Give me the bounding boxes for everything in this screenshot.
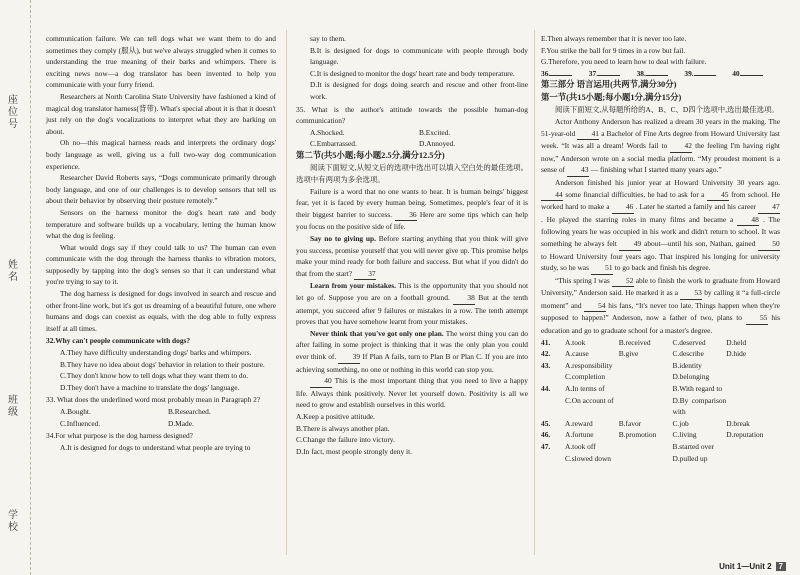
blank-37[interactable]: 37 — [354, 268, 376, 281]
question-number: 47. — [541, 442, 551, 451]
question-number: 42. — [541, 349, 551, 359]
answer-row — [541, 395, 780, 418]
question-number: 46. — [541, 430, 551, 440]
answer-row — [541, 383, 780, 395]
blank-38[interactable]: 38 — [453, 292, 475, 305]
section-heading: 第二节(共5小题;每小题2.5分,满分12.5分) — [296, 150, 445, 160]
answer-option[interactable]: A.cause — [565, 349, 589, 359]
answer-blank[interactable]: 38. — [637, 68, 685, 80]
answer-option[interactable] — [619, 371, 673, 383]
blank-45[interactable]: 45 — [707, 189, 729, 202]
tip-heading: Learn from your mistakes. — [310, 281, 396, 291]
options-row — [46, 418, 276, 430]
name-label: 姓名 — [8, 260, 18, 283]
class-label: 班级 — [8, 395, 18, 418]
blank-39[interactable]: 39 — [338, 351, 360, 364]
unit-range: Unit 1—Unit 2 — [719, 562, 772, 571]
answer-option[interactable]: D.reputation — [726, 430, 764, 440]
answer-option[interactable]: C.job — [672, 418, 689, 428]
choice: B.There is always another plan. — [296, 423, 390, 433]
answer-option[interactable]: B.favor — [618, 418, 642, 428]
column-divider — [534, 30, 535, 555]
paragraph: What would dogs say if they could talk to us? The human can even communicate with the dog through the harness thanks to vibration motors, supposedly by tapping into the dog's senses so that it can understand what you're trying to say to it. — [46, 242, 276, 287]
answer-option[interactable]: A.responsibility — [565, 360, 613, 370]
answer-option[interactable] — [726, 453, 780, 465]
answer-option[interactable]: C.deserved — [672, 337, 706, 347]
answer-row — [541, 441, 780, 453]
paragraph — [296, 280, 528, 327]
blank-54[interactable]: 54 — [584, 300, 606, 313]
answer-option[interactable] — [619, 360, 673, 372]
binding-margin — [0, 0, 31, 575]
answer-blank[interactable]: 37. — [589, 68, 637, 80]
paragraph: communication failure. We can tell dogs what we want them to do and sometimes they comply (服从), but we've always struggled when it comes to understanding the true meaning of their barks and whimpers. There is exciting news now—a dog translator has been invented to help you communicate with your furry friend. — [46, 34, 276, 90]
answer-option[interactable]: C.describe — [672, 349, 704, 359]
answer-option[interactable]: C.slowed down — [565, 453, 611, 463]
paragraph — [296, 233, 528, 280]
question-number — [541, 453, 565, 465]
answer-option[interactable]: D.held — [726, 337, 747, 347]
question-35: 35. What is the author's attitude towards the possible human-dog communication? — [296, 104, 528, 126]
question-number: 45. — [541, 418, 551, 428]
options-row — [296, 138, 528, 150]
question-number: 41. — [541, 337, 551, 347]
option: D.It is designed for dogs doing search and rescue and other front-line work. — [310, 80, 528, 101]
text: But at the tenth attempt, you succeed after 9 failures or mistakes in a row. The tenth attempt proves that you have somehow learnt from your mistakes. — [296, 292, 528, 327]
blank-42[interactable]: 42 — [670, 140, 692, 153]
answer-row — [541, 453, 780, 465]
paragraph — [296, 375, 528, 411]
option: A.Shocked. — [310, 127, 345, 137]
option: C.Influenced. — [60, 418, 101, 428]
answer-option[interactable]: B.identity — [672, 360, 702, 370]
paragraph — [296, 186, 528, 233]
blank-51[interactable]: 51 — [591, 262, 613, 275]
answer-row — [541, 337, 780, 349]
answer-option[interactable]: A.In terms of — [565, 384, 605, 394]
options-row — [296, 127, 528, 139]
answer-option[interactable]: B.give — [618, 349, 639, 359]
text: Here are some tips which can help you focus on the positive side of life. — [296, 209, 528, 232]
part-heading: 第三部分 语言运用(共两节,满分30分) — [541, 80, 677, 90]
answer-option[interactable]: D.hide — [726, 349, 747, 359]
answer-option[interactable] — [619, 441, 673, 453]
text: Before starting anything that you think will give you success, promise yourself that you will never give up. This promise helps make your mind ready for both failure and success. But what if you didn't do that from the start? — [296, 234, 528, 278]
option: D.Annoyed. — [419, 139, 456, 149]
answer-options — [541, 337, 780, 465]
answer-option[interactable]: C.completion — [565, 372, 606, 382]
question-number: 43. — [541, 360, 551, 370]
answer-option[interactable]: B.started over — [672, 442, 714, 451]
choice: E.Then always remember that it is never too late. — [541, 34, 687, 43]
answer-option[interactable] — [619, 383, 673, 395]
question-number — [541, 371, 565, 383]
answer-option[interactable]: D.belonging — [672, 372, 710, 382]
answer-row — [541, 418, 780, 430]
choice: C.Change the failure into victory. — [296, 435, 395, 445]
answer-blank[interactable]: 36. — [541, 68, 589, 80]
page-number: 7 — [776, 562, 786, 571]
column-1 — [46, 33, 276, 453]
blank-48[interactable]: 48 — [737, 214, 759, 227]
answer-option[interactable]: B.promotion — [618, 430, 657, 440]
answer-option[interactable]: B.With regard to — [672, 384, 723, 394]
option: C.They don't know how to tell dogs what they want them to do. — [60, 371, 249, 381]
option: A.It is designed for dogs to understand what people are trying to — [60, 442, 251, 452]
tip-heading: Never think that you've got only one plan. — [310, 328, 444, 338]
blank-47[interactable]: 47 — [758, 201, 780, 214]
option: D.Made. — [168, 418, 194, 428]
blank-50[interactable]: 50 — [758, 238, 780, 251]
blank-36[interactable]: 36 — [395, 209, 417, 222]
text: If Plan A fails, turn to Plan B or Plan C. If you are into achieving something, no one or nothing in this world can stop you. — [296, 351, 528, 374]
answer-blank[interactable]: 40. — [732, 68, 780, 80]
seat-number-label: 座位号 — [8, 95, 18, 130]
answer-option[interactable]: B.received — [618, 337, 651, 347]
tip-heading: Say no to giving up. — [310, 234, 376, 243]
blank-53[interactable]: 53 — [680, 287, 702, 300]
paragraph: Oh no—this magical harness reads and interprets the ordinary dogs' body language as well, giving us a full two-way dog communication experience. — [46, 138, 276, 171]
blank-41[interactable]: 41 — [577, 128, 599, 141]
question-32: 32.Why can't people communicate with dogs? — [46, 336, 191, 346]
choice: A.Keep a positive attitude. — [296, 411, 376, 421]
option: A.Bought. — [60, 407, 91, 416]
answer-option[interactable] — [726, 383, 780, 395]
blank-44[interactable]: 44 — [541, 189, 563, 202]
blank-46[interactable]: 46 — [612, 201, 634, 214]
text: This is the most important thing that you need to live a happy life. Always think positively. Never let yourself down. Positivity is all we need to grow and establish ourselves in this world. — [296, 376, 528, 410]
answer-row — [541, 348, 780, 360]
option: B.It is designed for dogs to communicate with people through body language. — [310, 45, 528, 67]
options-row — [46, 406, 276, 418]
choice: D.In fact, most people strongly deny it. — [296, 446, 412, 456]
column-2 — [296, 33, 528, 457]
paragraph: The dog harness is designed for dogs involved in search and rescue and other front-line work, but it's got us dreaming of a beautiful future, one where humans and dogs can coexist as equals, with the dog able to fully express itself at all times. — [46, 289, 276, 333]
option: A.They have difficulty understanding dogs' barks and whimpers. — [60, 348, 252, 358]
section-heading: 第一节(共15小题;每小题1分,满分15分) — [541, 92, 682, 102]
question-34: 34.For what purpose is the dog harness designed? — [46, 431, 193, 441]
option: D.They don't have a machine to translate the dogs' language. — [60, 382, 240, 392]
answer-option[interactable] — [726, 360, 780, 372]
paragraph: Anderson finished his junior year at Howard University 30 years ago. 44 some financial difficulties, he had to ask for a 45 from school. He worked hard to make a 46 . Later he started a family and his career 47 . He played the starring roles in many films and became a 48 . The following years he was occupied in his work and didn't return to school. It was something he always felt 49 about—until his son, Nathan, gained 50 to Howard University four years ago. That inspired his longing for university study, so he was 51 to go back and finish his degree. — [541, 177, 780, 275]
answer-row — [541, 371, 780, 383]
column-divider — [286, 30, 287, 555]
instructions: 阅读下面短文,从每题所给的A、B、C、D四个选项中,选出最佳选项。 — [555, 105, 779, 115]
answer-blanks-row — [541, 68, 780, 80]
paragraph: Sensors on the harness monitor the dog's heart rate and body temperature and software builds up a vocabulary, letting the human know what the dog is feeling. — [46, 207, 276, 241]
answer-option[interactable]: D.break — [726, 418, 750, 428]
answer-option[interactable]: A.took — [565, 337, 586, 347]
answer-option[interactable] — [619, 395, 673, 418]
answer-option[interactable]: A.fortune — [565, 430, 594, 440]
option-continued: say to them. — [310, 34, 346, 43]
blank-55[interactable]: 55 — [746, 312, 768, 325]
option: B.Researched. — [168, 407, 211, 416]
question-number: 44. — [541, 384, 551, 394]
answer-option[interactable]: C.On account of — [565, 395, 614, 405]
text: Failure is a word that no one wants to hear. It is human beings' biggest fear, yet it is faced by every human being. Sometimes, people's fear of it is their biggest barrier to success. — [296, 186, 528, 219]
answer-option[interactable]: D.By comparison with — [672, 395, 727, 417]
choice: F.You strike the ball for 9 times in a row but fail. — [541, 45, 686, 55]
blank-40[interactable]: 40 — [310, 375, 332, 388]
school-label: 学校 — [8, 510, 18, 533]
answer-option[interactable] — [726, 395, 780, 418]
paragraph: “This spring I was 52 able to finish the work to graduate from Howard University,” Anderson said. He marked it as a 53 by calling it “a full-circle moment” and 54 his fans, “It's never too late. Things happen when they're supposed to happen!” Anderson, now a father of two, plans to 55 his education and go to graduate school for a master's degree. — [541, 275, 780, 336]
blank-52[interactable]: 52 — [612, 275, 634, 288]
blank-49[interactable]: 49 — [619, 238, 641, 251]
column-3 — [541, 33, 780, 464]
blank-43[interactable]: 43 — [567, 164, 589, 177]
answer-row — [541, 360, 780, 372]
paragraph: Researcher David Roberts says, “Dogs communicate primarily through body language, and one of our challenges is to develop sensors that tell us about their behavior by observing their posture remotely.” — [46, 173, 276, 206]
paragraph — [296, 328, 528, 375]
answer-option[interactable] — [726, 371, 780, 383]
option: C.Embarrassed. — [310, 139, 357, 149]
answer-blank[interactable]: 39. — [684, 68, 732, 80]
paragraph: Researchers at North Carolina State University have fashioned a kind of magical dog translator harness(背带). What's special about it is that it doesn't just rely on the dog's vocalizations to interpret what they are barking on about. — [46, 91, 276, 136]
option: B.Excited. — [419, 127, 451, 137]
question-number — [541, 395, 565, 418]
answer-option[interactable]: D.pulled up — [672, 453, 708, 463]
answer-option[interactable]: A.took off — [565, 442, 596, 451]
option: C.It is designed to monitor the dogs' heart rate and body temperature. — [310, 68, 515, 78]
answer-option[interactable]: A.reward — [565, 418, 593, 428]
option: B.They have no idea about dogs' behavior in relation to their posture. — [60, 359, 265, 369]
instructions: 阅读下面短文,从短文后的选项中选出可以填入空白处的最佳选项。选项中有两项为多余选项。 — [296, 163, 528, 185]
answer-row — [541, 429, 780, 441]
answer-option[interactable]: C.living — [672, 430, 697, 440]
text: This is the opportunity that you should not let go of. Suppose you are on a football ground. — [296, 281, 529, 302]
text: The worst thing you can do after failing in some project is thinking that it was the only plan you could ever think of. — [296, 328, 529, 361]
answer-option[interactable] — [619, 453, 673, 465]
question-33: 33. What does the underlined word most probably mean in Paragraph 2? — [46, 395, 261, 405]
page-footer — [719, 562, 786, 571]
paragraph: Actor Anthony Anderson has realized a dream 30 years in the making. The 51-year-old 41 a Bachelor of Fine Arts degree from Howard University last week. “It was all a dream! Words fail to 42 the feeling I'm having right now,” Anderson wrote on a social media platform. “My proudest moment is a sense of 43 — finishing what I started many years ago.” — [541, 116, 780, 177]
answer-option[interactable] — [726, 441, 780, 453]
choice: G.Therefore, you need to learn how to deal with failure. — [541, 57, 707, 67]
